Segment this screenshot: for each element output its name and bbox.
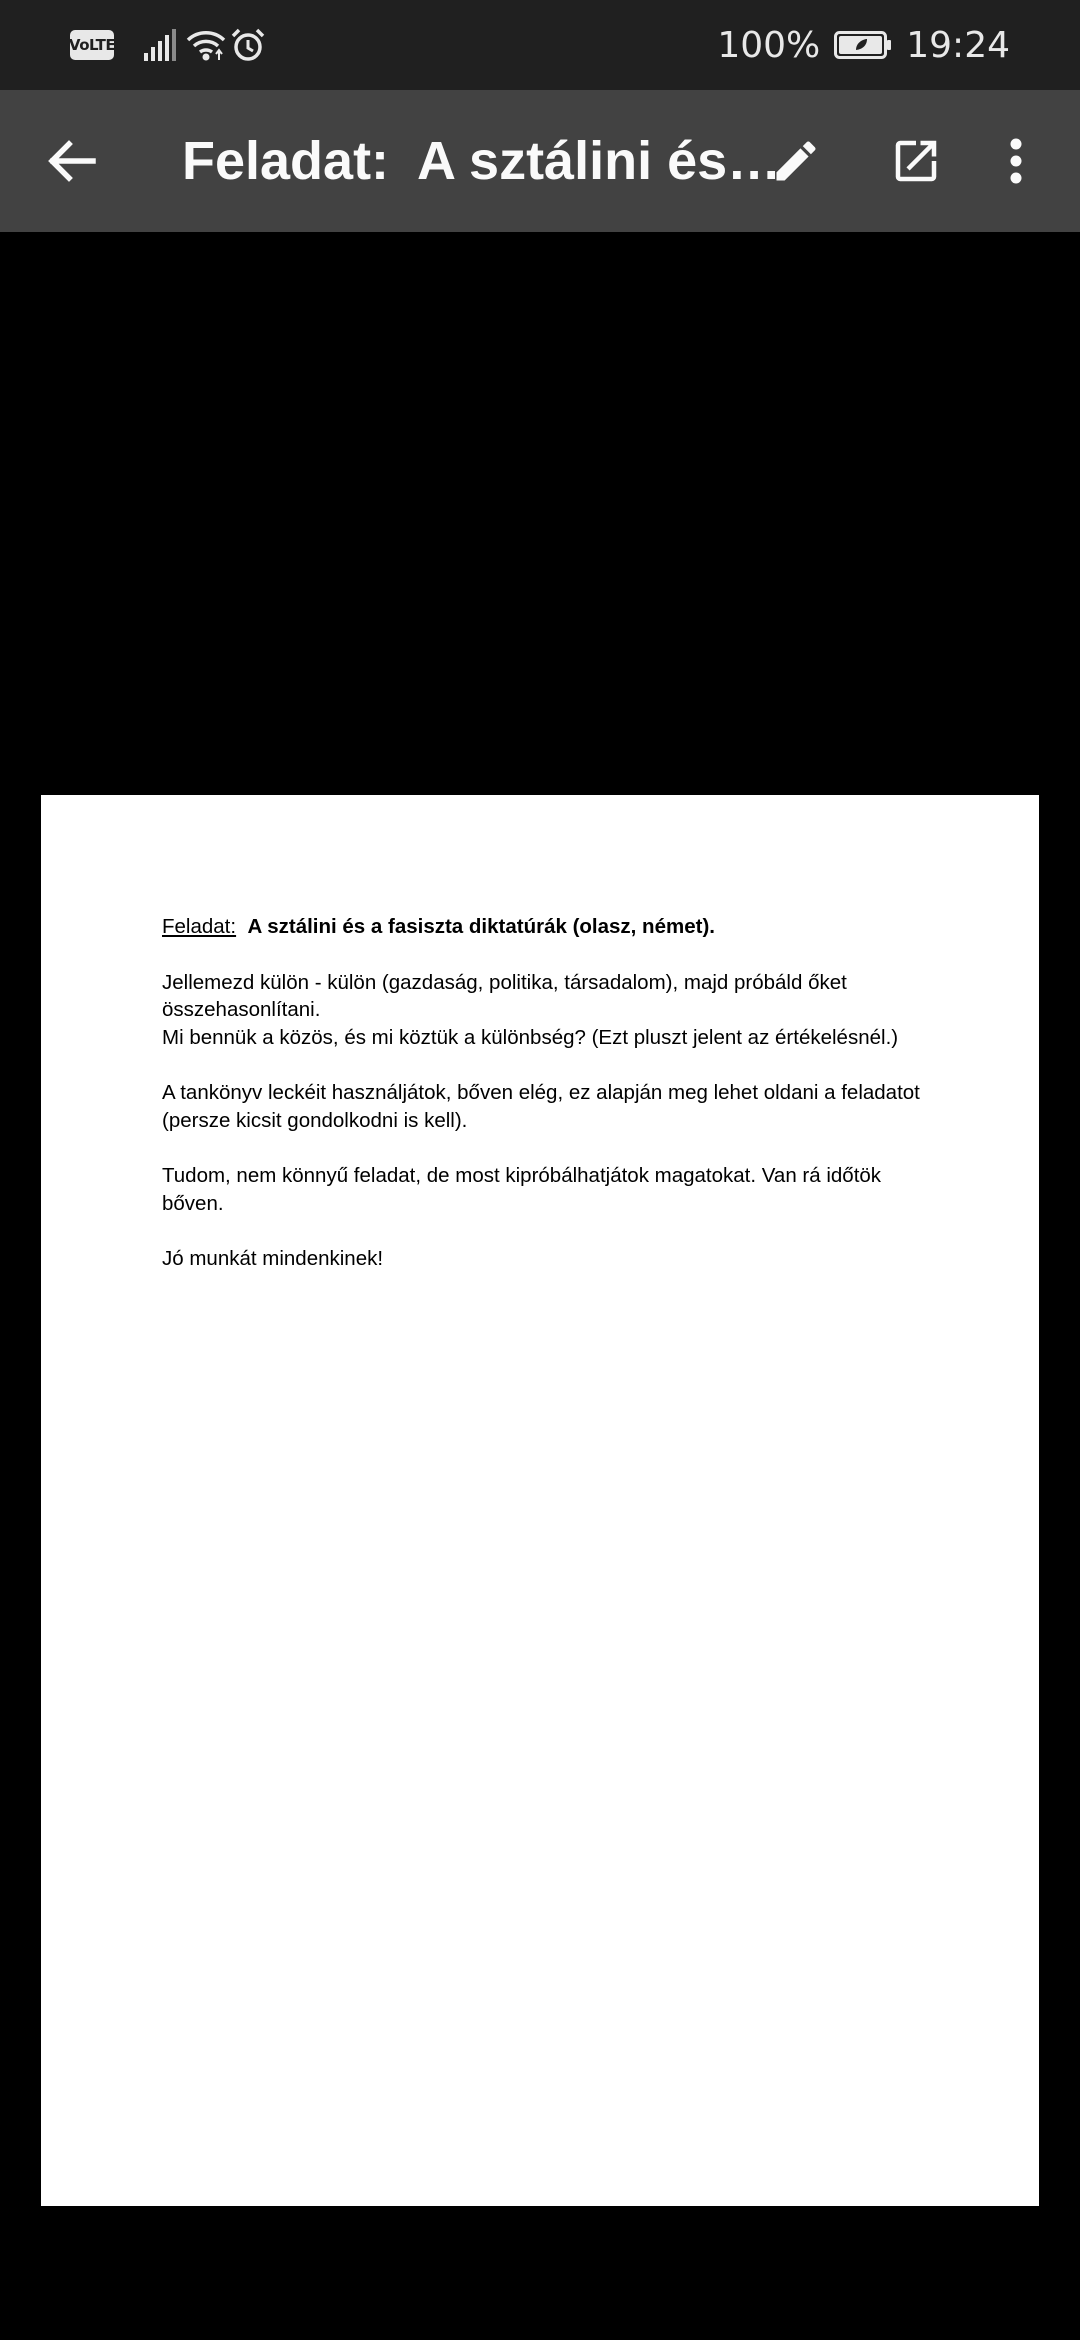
paragraph-line: A tankönyv leckéit használjátok, bőven elég, ez alapján meg lehet oldani a feladatot (162, 1081, 920, 1104)
back-arrow-icon (47, 140, 95, 182)
paragraph-line: (persze kicsit gondolkodni is kell). (162, 1108, 468, 1132)
back-button[interactable] (36, 121, 106, 201)
paragraph-2 (162, 1079, 962, 1134)
paragraph-line: Jó munkát mindenkinek! (162, 1247, 384, 1270)
battery-percent: 100% (717, 24, 821, 66)
status-bar (0, 0, 1080, 90)
edit-button[interactable] (756, 121, 836, 201)
app-toolbar (0, 90, 1080, 232)
paragraph-4 (162, 1245, 962, 1273)
paragraph-line: összehasonlítani. (162, 998, 321, 1021)
heading-text: A sztálini és a fasiszta diktatúrák (olasz, német). (247, 915, 715, 938)
paragraph-line: bőven. (162, 1191, 224, 1215)
document-page[interactable] (41, 795, 1039, 2206)
document-content (162, 913, 962, 1301)
wifi-icon (186, 28, 226, 62)
document-heading (162, 913, 962, 941)
more-options-button[interactable] (986, 121, 1046, 201)
paragraph-1 (162, 969, 962, 1052)
document-viewer[interactable] (0, 232, 1080, 2340)
paragraph-line: Jellemezd külön - külön (gazdaság, politika, társadalom), majd próbáld őket (162, 970, 847, 994)
battery-icon (834, 31, 892, 59)
clock-time: 19:24 (906, 24, 1010, 66)
more-vert-icon (1009, 138, 1023, 184)
signal-icon (144, 29, 178, 61)
status-icons-right (717, 0, 1010, 90)
volte-icon: VoLTE (70, 30, 114, 60)
status-icons-left (70, 0, 266, 90)
heading-label: Feladat: (162, 915, 237, 938)
paragraph-line: Tudom, nem könnyű feladat, de most kipróbálhatjátok magatokat. Van rá időtök (162, 1164, 882, 1187)
alarm-icon (230, 27, 266, 63)
open-external-button[interactable] (876, 121, 956, 201)
paragraph-line: Mi bennük a közös, és mi köztük a különbség? (Ezt pluszt jelent az értékelésnél.) (162, 1025, 899, 1049)
edit-pencil-icon (770, 135, 822, 187)
paragraph-3 (162, 1162, 962, 1217)
document-title: Feladat: A sztálini és… (182, 131, 782, 191)
open-external-icon (889, 134, 943, 188)
